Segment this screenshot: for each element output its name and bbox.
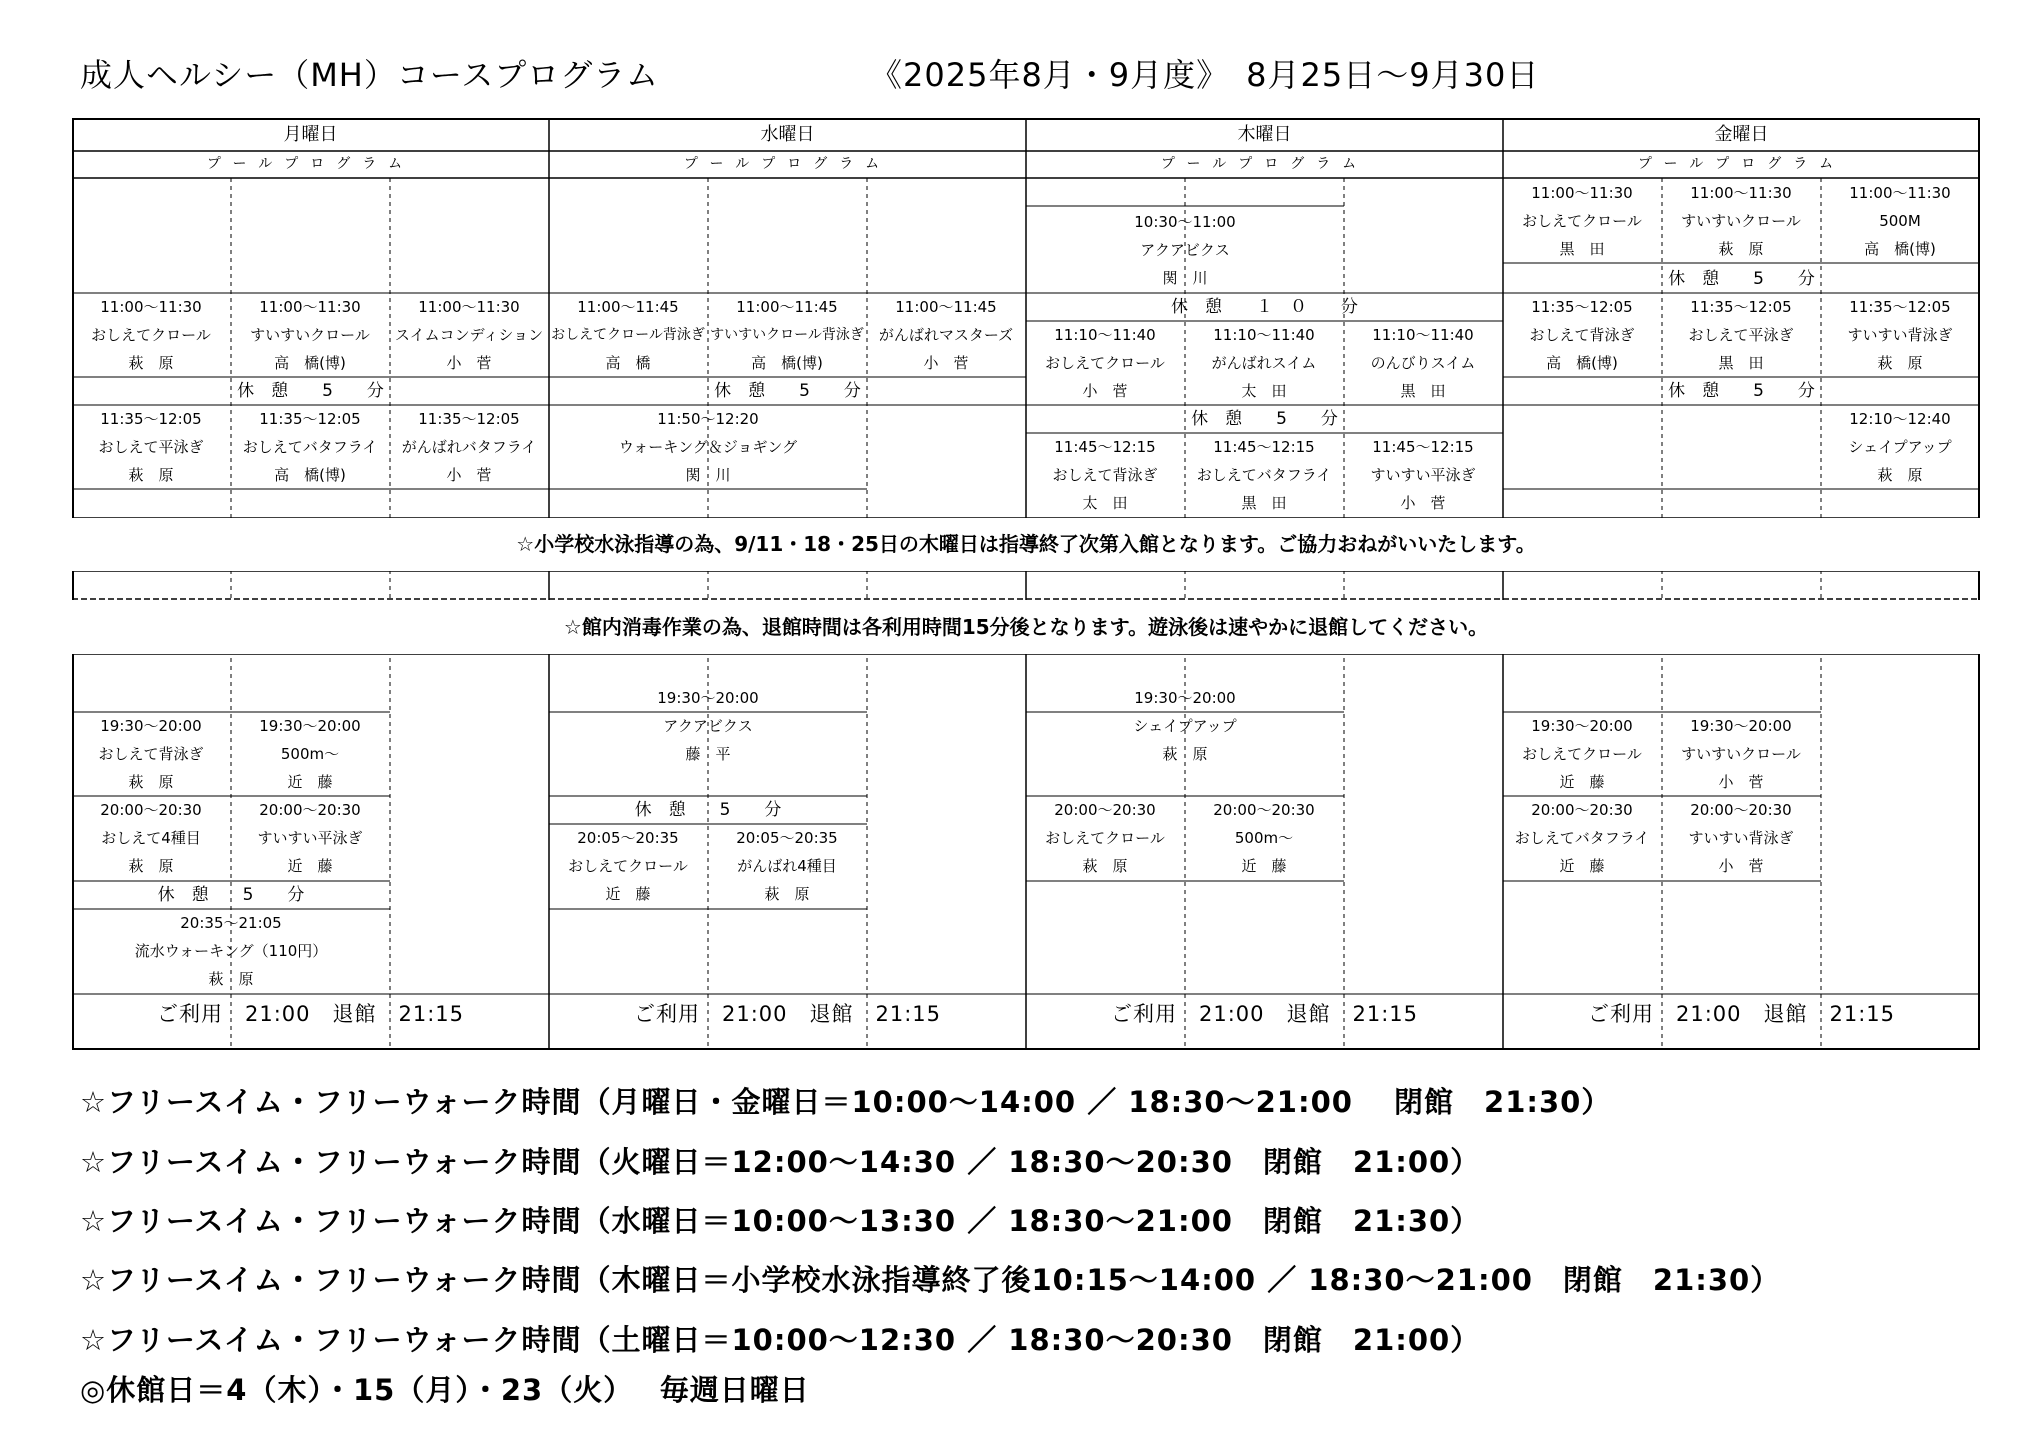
class-cell: 19:30～20:00 アクアビクス 藤 平 [657,689,759,763]
class-cell: 11:35～12:05 おしえて平泳ぎ 萩 原 [98,410,204,484]
pool-program-label: プールプログラム [683,156,892,172]
class-cell: 19:30～20:00 500m～ 近 藤 [259,717,361,791]
class-cell: 11:00～11:30 すいすいクロール 萩 原 [1681,184,1801,258]
class-cell: 11:35～12:05 おしえてバタフライ 高 橋(博) [242,410,378,484]
class-cell: 11:00～11:45 すいすいクロール背泳ぎ 高 橋(博) [710,298,864,372]
class-cell: 11:00～11:30 おしえてクロール 黒 田 [1522,184,1642,258]
free-swim-sat: ☆フリースイム・フリーウォーク時間（土曜日＝10:00～12:30 ／ 18:30～20:30 閉館 21:00） [80,1323,1481,1357]
usage-time: ご利用 21:00 退館 21:15 [1587,1002,1896,1026]
schedule-table [72,118,1980,1050]
free-swim-tue: ☆フリースイム・フリーウォーク時間（火曜日＝12:00～14:30 ／ 18:30～20:30 閉館 21:00） [80,1145,1481,1179]
class-cell: 20:00～20:30 おしえてバタフライ 近 藤 [1514,801,1650,875]
class-cell: 20:00～20:30 500m～ 近 藤 [1213,801,1315,875]
class-cell: 11:45～12:15 おしえてバタフライ 黒 田 [1196,438,1332,512]
class-cell: 19:30～20:00 シェイプアップ 萩 原 [1133,689,1237,763]
class-cell: 19:30～20:00 おしえて背泳ぎ 萩 原 [98,717,204,791]
day-header-monday: 月曜日 [283,124,338,145]
free-swim-mon-fri: ☆フリースイム・フリーウォーク時間（月曜日・金曜日＝10:00～14:00 ／ 18:30～21:00 閉館 21:30） [80,1085,1612,1119]
closed-days: ◎休館日＝4（木）・15（月）・23（火） 毎週日曜日 [80,1373,810,1407]
pool-program-label: プールプログラム [1160,156,1369,172]
class-cell: 19:30～20:00 おしえてクロール 近 藤 [1522,717,1642,791]
class-cell: 11:00～11:30 おしえてクロール 萩 原 [91,298,211,372]
class-cell: 11:45～12:15 おしえて背泳ぎ 太 田 [1052,438,1158,512]
class-cell: 11:45～12:15 すいすい平泳ぎ 小 菅 [1370,438,1476,512]
class-cell: 11:35～12:05 おしえて平泳ぎ 黒 田 [1688,298,1794,372]
class-cell: 19:30～20:00 すいすいクロール 小 菅 [1681,717,1801,791]
rest-label: 休 憩 5 分 [157,885,305,905]
class-cell: 20:00～20:30 すいすい背泳ぎ 小 菅 [1688,801,1794,875]
class-cell: 11:10～11:40 のんびりスイム 黒 田 [1370,326,1476,400]
notice-disinfection: ☆館内消毒作業の為、退館時間は各利用時間15分後となります。遊泳後は速やかに退館してください。 [72,600,1980,654]
pool-program-label: プールプログラム [206,156,415,172]
rest-label: 休 憩 5 分 [634,800,782,820]
class-cell: 12:10～12:40 シェイプアップ 萩 原 [1848,410,1952,484]
free-swim-thu: ☆フリースイム・フリーウォーク時間（木曜日＝小学校水泳指導終了後10:15～14:00 ／ 18:30～21:00 閉館 21:30） [80,1263,1781,1297]
class-cell: 11:10～11:40 がんばれスイム 太 田 [1211,326,1317,400]
class-cell: 11:00～11:30 スイムコンディション 小 菅 [394,298,544,372]
notice-school-swim: ☆小学校水泳指導の為、9/11・18・25日の木曜日は指導終了次第入館となります。ご協力おねがいいたします。 [72,518,1980,571]
class-cell: 20:05～20:35 おしえてクロール 近 藤 [568,829,688,903]
class-cell: 20:00～20:30 おしえて4種目 萩 原 [100,801,202,875]
usage-time: ご利用 21:00 退館 21:15 [156,1002,465,1026]
class-cell: 11:35～12:05 おしえて背泳ぎ 高 橋(博) [1529,298,1635,372]
class-cell: 20:05～20:35 がんばれ4種目 萩 原 [736,829,838,903]
period-title: 《2025年8月・9月度》 8月25日～9月30日 [870,56,1540,94]
free-swim-wed: ☆フリースイム・フリーウォーク時間（水曜日＝10:00～13:30 ／ 18:30～21:00 閉館 21:30） [80,1204,1481,1238]
day-header-wednesday: 水曜日 [760,124,815,145]
page-title: 成人ヘルシー（MH）コースプログラム [80,56,659,94]
rest-label: 休 憩 5 分 [1191,409,1338,429]
class-cell: 11:50～12:20 ウォーキング＆ジョギング 関 川 [618,410,798,484]
class-cell: 20:00～20:30 おしえてクロール 萩 原 [1045,801,1165,875]
rest-label: 休 憩 5 分 [1668,269,1815,289]
class-cell: 11:00～11:30 500M 高 橋(博) [1849,184,1951,258]
usage-time: ご利用 21:00 退館 21:15 [1110,1002,1419,1026]
rest-label: 休 憩 5 分 [237,381,384,401]
rest-label: 休 憩 5 分 [714,381,861,401]
class-cell: 20:35～21:05 流水ウォーキング（110円） 萩 原 [134,914,328,988]
rest-label: 休 憩 5 分 [1668,381,1815,401]
class-cell: 11:00～11:30 すいすいクロール 高 橋(博) [250,298,370,372]
class-cell: 10:30～11:00 アクアビクス 関 川 [1134,213,1236,287]
class-cell: 11:35～12:05 すいすい背泳ぎ 萩 原 [1847,298,1953,372]
day-header-friday: 金曜日 [1714,124,1769,145]
usage-time: ご利用 21:00 退館 21:15 [633,1002,942,1026]
rest-label: 休 憩 １ ０ 分 [1171,297,1358,317]
pool-program-label: プールプログラム [1637,156,1846,172]
class-cell: 11:35～12:05 がんばれバタフライ 小 菅 [401,410,537,484]
class-cell: 11:00～11:45 おしえてクロール背泳ぎ 高 橋 [551,298,705,372]
day-header-thursday: 木曜日 [1237,124,1292,145]
class-cell: 11:10～11:40 おしえてクロール 小 菅 [1045,326,1165,400]
class-cell: 11:00～11:45 がんばれマスターズ 小 菅 [878,298,1014,372]
class-cell: 20:00～20:30 すいすい平泳ぎ 近 藤 [257,801,363,875]
